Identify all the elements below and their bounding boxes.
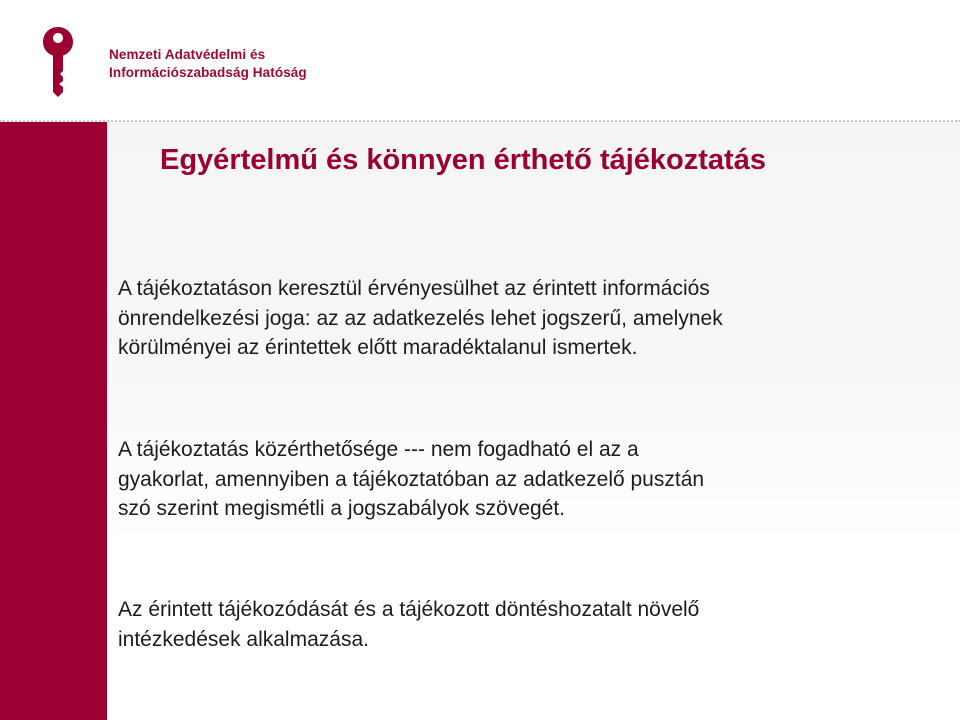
slide-title: Egyértelmű és könnyen érthető tájékoztatás xyxy=(160,144,766,176)
paragraph-1-line-2: önrendelkezési joga: az az adatkezelés lehet jogszerű, amelynek xyxy=(118,306,723,330)
paragraph-2-line-1: A tájékoztatás közérthetősége --- nem fogadható el az a xyxy=(118,438,639,461)
organization-name-line-1: Nemzeti Adatvédelmi és xyxy=(109,47,266,62)
paragraph-3 xyxy=(118,595,918,654)
paragraph-3-line-1: Az érintett tájékozódását és a tájékozott döntéshozatalt növelő xyxy=(118,598,700,621)
organization-name xyxy=(109,46,307,82)
paragraph-1-line-1: A tájékoztatáson keresztül érvényesülhet az érintett információs xyxy=(118,277,710,300)
header xyxy=(0,0,960,122)
paragraph-2-line-3: szó szerint megismétli a jogszabályok szövegét. xyxy=(118,497,566,520)
side-band xyxy=(0,122,107,720)
paragraph-3-line-2: intézkedések alkalmazása. xyxy=(118,627,369,651)
organization-name-line-2: Információszabadság Hatóság xyxy=(109,65,307,80)
key-icon xyxy=(40,26,76,98)
paragraph-1 xyxy=(118,274,918,363)
paragraph-1-line-3: körülményei az érintettek előtt maradéktalanul ismertek. xyxy=(118,336,638,359)
paragraph-2 xyxy=(118,435,918,524)
paragraph-2-line-2: gyakorlat, amennyiben a tájékoztatóban az adatkezelő pusztán xyxy=(118,467,705,491)
